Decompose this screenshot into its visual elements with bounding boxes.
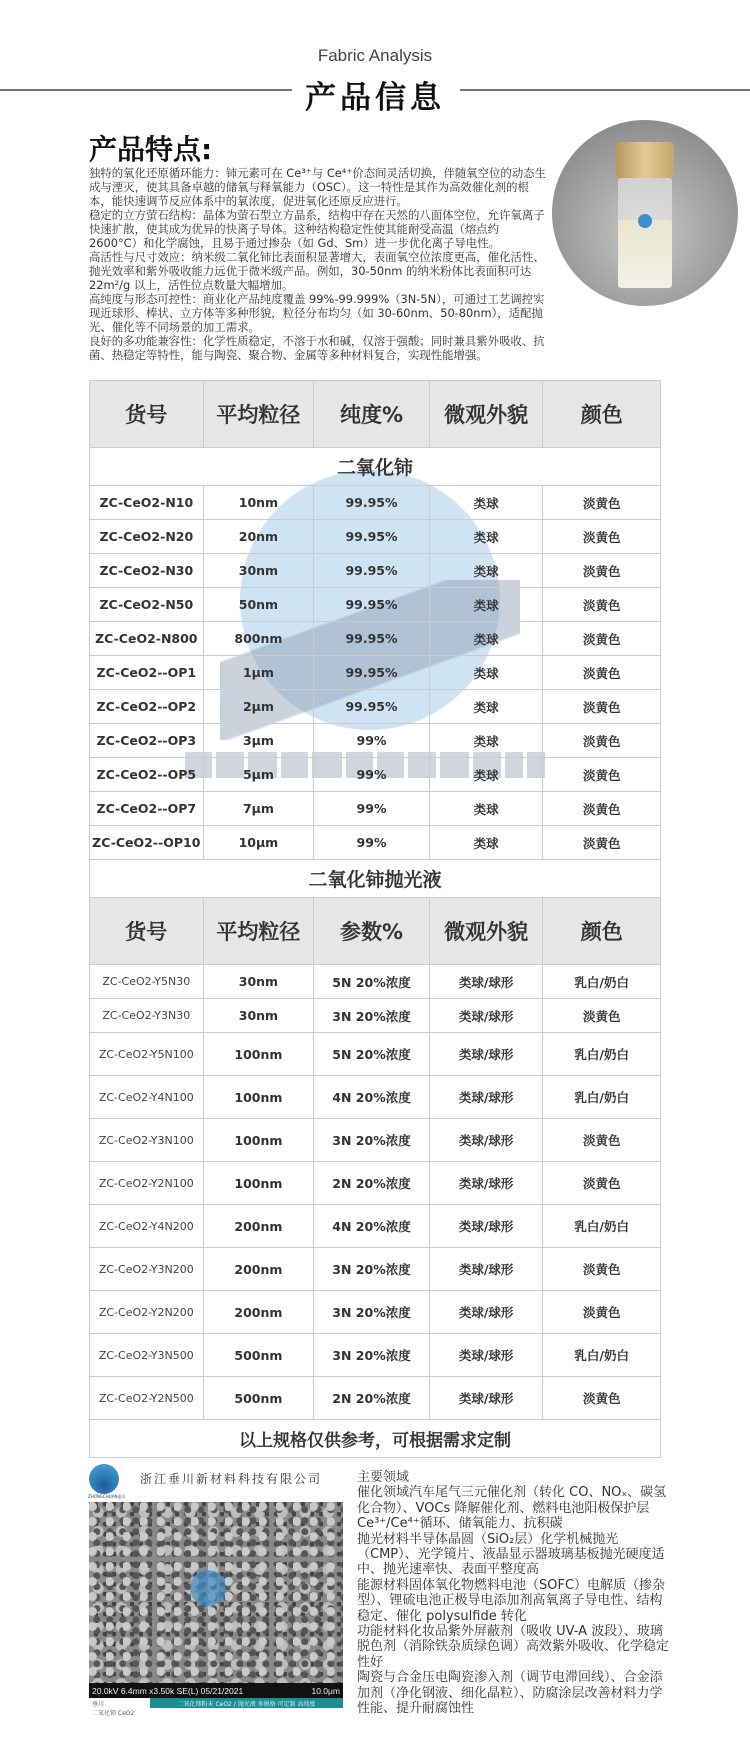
cell-color: 乳白/奶白 — [574, 1047, 629, 1062]
cell-product-code: ZC-CeO2-Y3N30 — [90, 999, 204, 1032]
cell-morphology: 类球/球形 — [430, 965, 544, 998]
cell-product-code: ZC-CeO2--OP5 — [90, 758, 204, 791]
column-header-purity: 参数% — [314, 898, 430, 964]
cell-product-code: ZC-CeO2-N20 — [90, 520, 204, 553]
cell-color: 乳白/奶白 — [574, 974, 629, 990]
cell-particle-size: 5μm — [204, 758, 315, 791]
cell-morphology: 类球 — [430, 826, 544, 859]
cell-product-code: ZC-CeO2-N50 — [90, 588, 204, 621]
company-logo-icon — [89, 1464, 119, 1494]
area-item: 陶瓷与合金压电陶瓷渗入剂（调节电滞回线）、合金添加剂（净化钢液、细化晶粒）、防腐涂层改善材料力学性能、提升耐腐蚀性 — [357, 1670, 663, 1717]
cell-product-code: ZC-CeO2-Y5N100 — [90, 1033, 204, 1075]
table-header — [90, 381, 660, 448]
areas-heading: 主要领域 — [357, 1470, 410, 1485]
cell-morphology: 类球 — [430, 724, 544, 757]
table-row — [90, 1076, 660, 1119]
table-footer-note: 以上规格仅供参考，可根据需求定制 — [90, 1420, 660, 1458]
sem-label — [92, 1700, 134, 1718]
sem-parameters: 20.0kV 6.4mm x3.50k SE(L) 05/21/2021 — [92, 1685, 244, 1696]
sem-scale: 10.0μm — [311, 1685, 340, 1696]
table-row — [90, 1291, 660, 1334]
cell-morphology: 类球/球形 — [430, 1291, 544, 1333]
cell-particle-size: 30nm — [204, 554, 315, 587]
cell-particle-size: 800nm — [204, 622, 315, 655]
cell-particle-size: 10μm — [204, 826, 315, 859]
sem-watermark-logo-icon — [190, 1570, 226, 1606]
cell-particle-size: 500nm — [204, 1334, 315, 1376]
cell-particle-size: 1μm — [204, 656, 315, 689]
cell-product-code: ZC-CeO2-N10 — [90, 486, 204, 519]
cell-particle-size: 7μm — [204, 792, 315, 825]
table-row — [90, 1377, 660, 1420]
table-row — [90, 1334, 660, 1377]
table-row — [90, 588, 660, 622]
cell-purity: 99.95% — [314, 520, 430, 553]
table-row — [90, 724, 660, 758]
cell-purity: 99% — [314, 724, 430, 757]
cell-particle-size: 50nm — [204, 588, 315, 621]
table-row — [90, 690, 660, 724]
cell-color: 淡黄色 — [582, 665, 621, 681]
features-text — [89, 166, 549, 362]
cell-particle-size: 2μm — [204, 690, 315, 723]
cell-purity: 2N 20%浓度 — [314, 1377, 430, 1419]
cell-purity: 99.95% — [314, 690, 430, 723]
cell-color: 乳白/奶白 — [574, 1348, 629, 1363]
divider-right — [460, 89, 750, 91]
cell-color: 淡黄色 — [582, 1262, 621, 1277]
cell-color: 淡黄色 — [582, 835, 621, 851]
area-item: 功能材料化妆品紫外屏蔽剂（吸收 UV-A 波段）、玻璃脱色剂（消除铁杂质绿色调）高效紫外吸收、化学稳定性好 — [357, 1624, 670, 1670]
cell-purity: 3N 20%浓度 — [314, 1119, 430, 1161]
column-header-product-code: 货号 — [90, 381, 204, 447]
table-row — [90, 965, 660, 999]
cell-product-code: ZC-CeO2--OP10 — [90, 826, 204, 859]
logo-text: ZHONGCHUAN垂川 — [88, 1494, 126, 1499]
cell-morphology: 类球 — [430, 758, 544, 791]
cell-purity: 99% — [314, 758, 430, 791]
cell-particle-size: 200nm — [204, 1248, 315, 1290]
cell-color: 淡黄色 — [582, 1305, 621, 1320]
cell-product-code: ZC-CeO2-Y2N100 — [90, 1162, 204, 1204]
cell-particle-size: 30nm — [204, 965, 315, 998]
cell-product-code: ZC-CeO2-N30 — [90, 554, 204, 587]
cell-product-code: ZC-CeO2-Y4N100 — [90, 1076, 204, 1118]
cell-morphology: 类球/球形 — [430, 1033, 544, 1075]
table-row — [90, 554, 660, 588]
area-item: 能源材料固体氧化物燃料电池（SOFC）电解质（掺杂型）、锂硫电池正极导电添加剂高氧离子导电性、结构稳定、催化 polysulfide 转化 — [357, 1577, 666, 1624]
sem-banner: 二氧化铈粉末 CeO2 / 抛光液 多规格 可定制 高纯度 — [150, 1698, 343, 1708]
cell-morphology: 类球 — [430, 486, 544, 519]
table-row — [90, 1205, 660, 1248]
column-header-color: 颜色 — [580, 920, 623, 944]
cell-morphology: 类球 — [430, 622, 544, 655]
table-row — [90, 1119, 660, 1162]
cell-purity: 4N 20%浓度 — [314, 1076, 430, 1118]
label-line: 垂川 — [92, 1701, 105, 1708]
cell-product-code: ZC-CeO2-Y3N200 — [90, 1248, 204, 1290]
sem-info-bar — [89, 1683, 343, 1698]
area-item: 催化领域汽车尾气三元催化剂（转化 CO、NOₓ、碳氢化合物）、VOCs 降解催化剂、燃料电池阳极保护层Ce³⁺/Ce⁴⁺循环、储氧能力、抗积碳 — [357, 1485, 667, 1532]
cell-purity: 2N 20%浓度 — [314, 1162, 430, 1204]
cell-product-code: ZC-CeO2-Y5N30 — [90, 965, 204, 998]
product-bottle-image — [552, 120, 738, 306]
features-heading: 产品特点: — [89, 133, 213, 166]
label-line: 二氧化铈 CeO2 — [92, 1710, 135, 1717]
cell-morphology: 类球/球形 — [430, 1162, 544, 1204]
cell-color: 淡黄色 — [582, 597, 621, 613]
cell-morphology: 类球/球形 — [430, 1119, 544, 1161]
cell-purity: 5N 20%浓度 — [314, 965, 430, 998]
cell-morphology: 类球/球形 — [430, 1334, 544, 1376]
cell-particle-size: 30nm — [204, 999, 315, 1032]
cell-purity: 5N 20%浓度 — [314, 1033, 430, 1075]
table-row — [90, 622, 660, 656]
table-row — [90, 1162, 660, 1205]
column-header-purity: 纯度% — [314, 381, 430, 447]
cell-morphology: 类球 — [430, 520, 544, 553]
cell-morphology: 类球/球形 — [430, 1076, 544, 1118]
cell-product-code: ZC-CeO2-Y2N500 — [90, 1377, 204, 1419]
table-row — [90, 999, 660, 1033]
cell-color: 乳白/奶白 — [574, 1219, 629, 1234]
cell-product-code: ZC-CeO2--OP2 — [90, 690, 204, 723]
cell-particle-size: 200nm — [204, 1205, 315, 1247]
section-title: 产品信息 — [305, 80, 445, 116]
cell-morphology: 类球/球形 — [430, 999, 544, 1032]
column-header-particle-size: 平均粒径 — [204, 381, 315, 447]
cell-product-code: ZC-CeO2-Y2N200 — [90, 1291, 204, 1333]
column-header-morphology: 微观外貌 — [430, 898, 544, 964]
cell-particle-size: 100nm — [204, 1162, 315, 1204]
cell-purity: 99.95% — [314, 554, 430, 587]
cell-color: 淡黄色 — [582, 529, 621, 545]
cell-color: 乳白/奶白 — [574, 1090, 629, 1105]
cell-morphology: 类球 — [430, 588, 544, 621]
table-section-title: 二氧化铈 — [90, 448, 660, 486]
cell-color: 淡黄色 — [582, 801, 621, 817]
feature-paragraph: 稳定的立方萤石结构：晶体为萤石型立方晶系，结构中存在天然的八面体空位，允许氧离子快速扩散，使其成为优异的快离子导体。这种结构稳定性使其能耐受高温（熔点约 2600°C）和化学腐蚀，且易于通过掺杂（如 Gd、Sm）进一步优化离子导电性。 — [89, 208, 545, 250]
feature-paragraph: 良好的多功能兼容性：化学性质稳定，不溶于水和碱，仅溶于强酸；同时兼具紫外吸收、抗菌、热稳定等特性，能与陶瓷、聚合物、金属等多种材料复合，实现性能增强。 — [89, 334, 545, 362]
cell-purity: 99.95% — [314, 588, 430, 621]
table-row — [90, 1248, 660, 1291]
table-row — [90, 758, 660, 792]
cell-purity: 99.95% — [314, 656, 430, 689]
cell-color: 淡黄色 — [582, 1176, 621, 1191]
company-name: 浙江垂川新材料科技有限公司 — [140, 1472, 323, 1486]
cell-product-code: ZC-CeO2-Y3N100 — [90, 1119, 204, 1161]
cell-color: 淡黄色 — [582, 495, 621, 511]
application-areas — [357, 1470, 669, 1717]
cell-product-code: ZC-CeO2-N800 — [90, 622, 204, 655]
cell-particle-size: 10nm — [204, 486, 315, 519]
cell-purity: 99% — [314, 826, 430, 859]
cell-product-code: ZC-CeO2--OP3 — [90, 724, 204, 757]
table-row — [90, 826, 660, 860]
cell-product-code: ZC-CeO2-Y4N200 — [90, 1205, 204, 1247]
table-row — [90, 486, 660, 520]
cell-particle-size: 3μm — [204, 724, 315, 757]
cell-particle-size: 100nm — [204, 1076, 315, 1118]
cell-morphology: 类球/球形 — [430, 1377, 544, 1419]
area-item: 抛光材料半导体晶圆（SiO₂层）化学机械抛光（CMP）、光学镜片、液晶显示器玻璃基板抛光硬度适中、抛光速率快、表面平整度高 — [357, 1531, 665, 1578]
table-header — [90, 898, 660, 965]
cell-product-code: ZC-CeO2--OP7 — [90, 792, 204, 825]
feature-paragraph: 高纯度与形态可控性：商业化产品纯度覆盖 99%-99.999%（3N-5N），可通过工艺调控实现近球形、棒状、立方体等多种形貌，粒径分布均匀（如 30-60nm、50-80nm），适配抛光、催化等不同场景的加工需求。 — [89, 292, 545, 334]
cell-product-code: ZC-CeO2-Y3N500 — [90, 1334, 204, 1376]
spec-table — [89, 380, 661, 1458]
cell-morphology: 类球 — [430, 792, 544, 825]
table-section-title: 二氧化铈抛光液 — [90, 860, 660, 898]
cell-purity: 99.95% — [314, 622, 430, 655]
cell-morphology: 类球 — [430, 656, 544, 689]
cell-morphology: 类球 — [430, 554, 544, 587]
column-header-color: 颜色 — [580, 403, 623, 427]
cell-color: 淡黄色 — [582, 767, 621, 783]
cell-particle-size: 500nm — [204, 1377, 315, 1419]
cell-color: 淡黄色 — [582, 733, 621, 749]
cell-color: 淡黄色 — [582, 699, 621, 715]
cell-purity: 99% — [314, 792, 430, 825]
cell-color: 淡黄色 — [582, 1391, 621, 1406]
table-row — [90, 520, 660, 554]
cell-particle-size: 20nm — [204, 520, 315, 553]
cell-particle-size: 100nm — [204, 1033, 315, 1075]
cell-morphology: 类球/球形 — [430, 1205, 544, 1247]
cell-purity: 3N 20%浓度 — [314, 999, 430, 1032]
cell-color: 淡黄色 — [582, 1008, 621, 1024]
logo-icon — [638, 214, 652, 228]
cell-product-code: ZC-CeO2--OP1 — [90, 656, 204, 689]
feature-paragraph: 高活性与尺寸效应：纳米级二氧化铈比表面积显著增大，表面氧空位浓度更高，催化活性、抛光效率和紫外吸收能力远优于微米级产品。例如，30-50nm 的纳米粉体比表面积可达 22m²/g 以上，活性位点数量大幅增加。 — [89, 250, 545, 292]
column-header-morphology: 微观外貌 — [430, 381, 544, 447]
cell-purity: 3N 20%浓度 — [314, 1248, 430, 1290]
column-header-particle-size: 平均粒径 — [204, 898, 315, 964]
cell-particle-size: 200nm — [204, 1291, 315, 1333]
cell-morphology: 类球 — [430, 690, 544, 723]
cell-purity: 4N 20%浓度 — [314, 1205, 430, 1247]
feature-paragraph: 独特的氧化还原循环能力：铈元素可在 Ce³⁺与 Ce⁴⁺价态间灵活切换，伴随氧空位的动态生成与湮灭，使其具备卓越的储氧与释氧能力（OSC）。这一特性是其作为高效催化剂的根本，能快速调节反应体系中的氧浓度，促进氧化还原反应进行。 — [89, 166, 546, 208]
cell-purity: 99.95% — [314, 486, 430, 519]
cell-purity: 3N 20%浓度 — [314, 1334, 430, 1376]
cell-color: 淡黄色 — [582, 563, 621, 579]
column-header-product-code: 货号 — [90, 898, 204, 964]
cell-color: 淡黄色 — [582, 1133, 621, 1148]
cell-morphology: 类球/球形 — [430, 1248, 544, 1290]
cell-particle-size: 100nm — [204, 1119, 315, 1161]
section-subtitle: Fabric Analysis — [317, 46, 433, 65]
cell-purity: 3N 20%浓度 — [314, 1291, 430, 1333]
table-row — [90, 792, 660, 826]
table-row — [90, 1033, 660, 1076]
table-row — [90, 656, 660, 690]
cell-color: 淡黄色 — [582, 631, 621, 647]
